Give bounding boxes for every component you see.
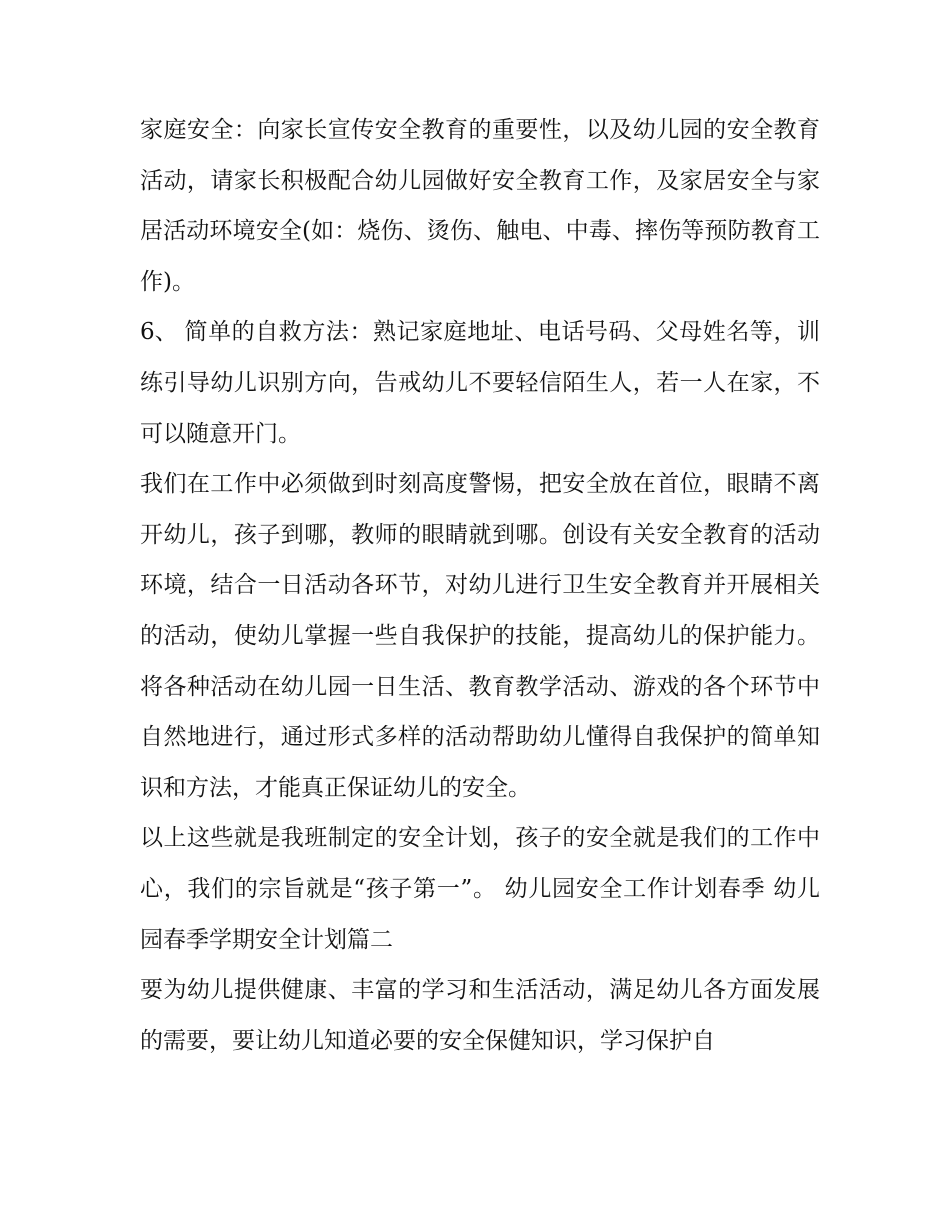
- list-item-number: 6、: [140, 319, 178, 346]
- document-body: [140, 105, 820, 1066]
- paragraph-work-vigilance: 我们在工作中必须做到时刻高度警惕，把安全放在首位，眼睛不离开幼儿，孩子到哪，教师的眼睛就到哪。创设有关安全教育的活动环境，结合一日活动各环节，对幼儿进行卫生安全教育并开展相关的活动，使幼儿掌握一些自我保护的技能，提高幼儿的保护能力。将各种活动在幼儿园一日生活、教育教学活动、游戏的各个环节中自然地进行，通过形式多样的活动帮助幼儿懂得自我保护的简单知识和方法，才能真正保证幼儿的安全。: [140, 471, 820, 801]
- paragraph-spring-plan: 要为幼儿提供健康、丰富的学习和生活活动，满足幼儿各方面发展的需要，要让幼儿知道必要的安全保健知识，学习保护自: [140, 977, 820, 1054]
- list-item-text: 简单的自救方法：熟记家庭地址、电话号码、父母姓名等，训练引导幼儿识别方向，告戒幼儿不要轻信陌生人，若一人在家，不可以随意开门。: [140, 319, 820, 447]
- list-item-self-rescue: [140, 307, 820, 459]
- paragraph-home-safety: 家庭安全：向家长宣传安全教育的重要性，以及幼儿园的安全教育活动，请家长积极配合幼儿园做好安全教育工作，及家居安全与家居活动环境安全(如：烧伤、烫伤、触电、中毒、摔伤等预防教育工作)。: [140, 117, 820, 295]
- paragraph-summary-heading: 以上这些就是我班制定的安全计划，孩子的安全就是我们的工作中心，我们的宗旨就是“孩子第一”。 幼儿园安全工作计划春季 幼儿园春季学期安全计划篇二: [140, 825, 820, 953]
